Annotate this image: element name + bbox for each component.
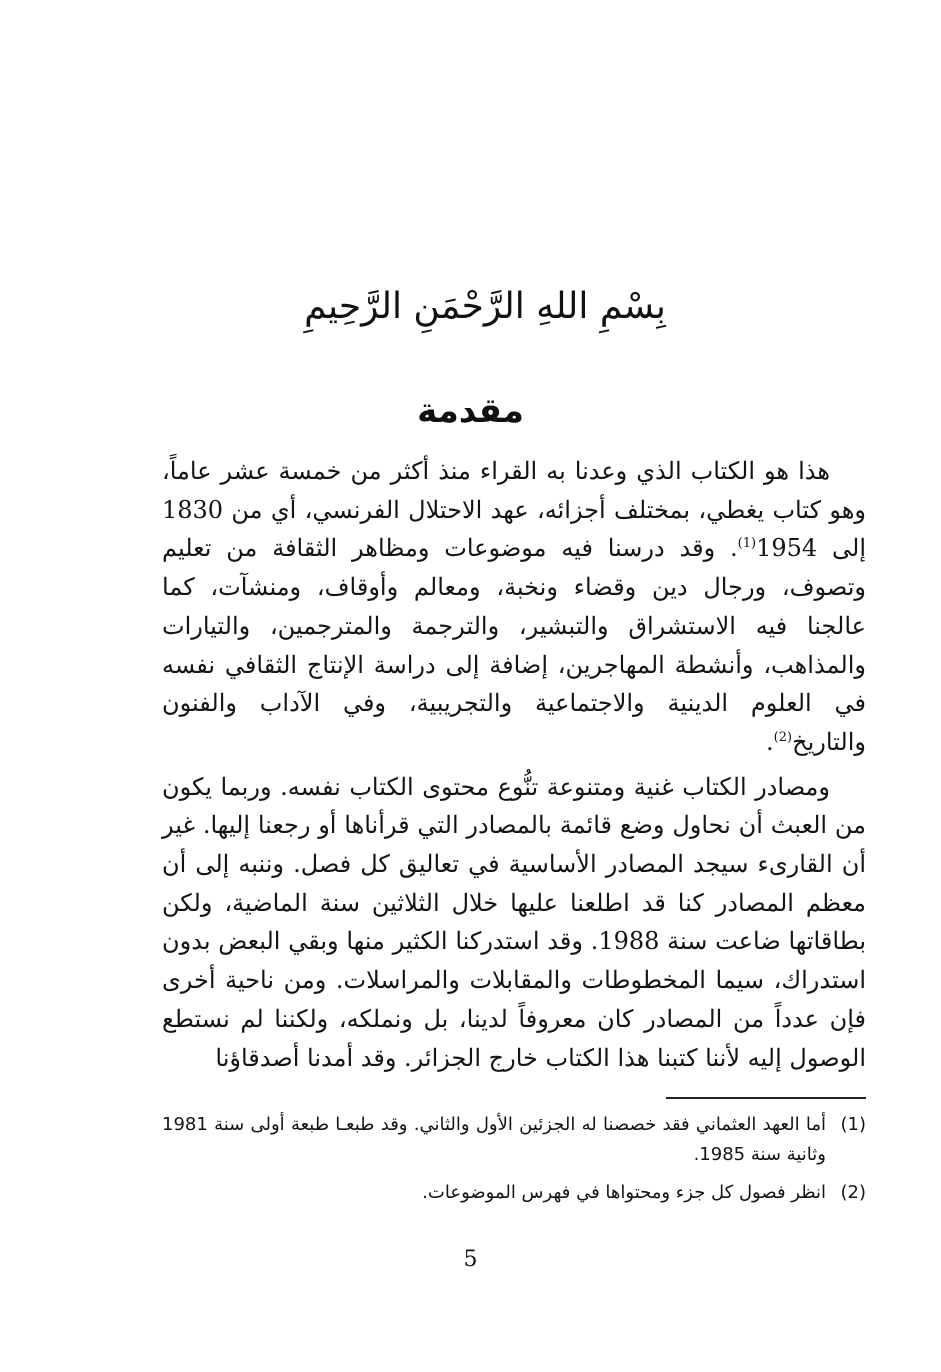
paragraph-2: ومصادر الكتاب غنية ومتنوعة تنُّوع محتوى الكتاب نفسه. وربما يكون من العبث أن نحاول وضع قائمة بالمصادر التي قرأناها أو رجعنا إليها. غير أن القارىء سيجد المصادر الأساسية في تعاليق كل فصل. وننبه إلى أن معظم المصادر كنا قد اطلعنا عليها خلال الثلاثين سنة الماضية، ولكن بطاقاتها ضاعت سنة 1988. وقد استدركنا الكثير منها وبقي البعض بدون استدراك، سيما المخطوطات والمقابلات والمراسلات. ومن ناحية أخرى فإن عدداً من المصادر كان معروفاً لدينا، بل ونملكه، ولكننا لم نستطع الوصول إليه لأننا كتبنا هذا الكتاب خارج الجزائر. وقد أمدنا أصدقاؤنا (162, 772, 867, 1072)
footnote-ref-1[interactable]: (1) (737, 536, 757, 552)
page-number: 5 (463, 1247, 478, 1272)
basmala-heading: بِسْمِ اللهِ الرَّحْمَنِ الرَّحِيمِ (304, 286, 666, 327)
footnote-number: (2) (840, 1182, 866, 1203)
footnote-1 (162, 1110, 866, 1170)
footnote-text: أما العهد العثماني فقد خصصنا له الجزئين الأول والثاني. وقد طبعـا طبعة أولى سنة 1981 وثانية سنة 1985. (162, 1114, 826, 1165)
paragraph-1-text-a: هذا هو الكتاب الذي وعدنا به القراء منذ أكثر من خمسة عشر عاماً، وهو كتاب يغطي، بمختلف أجزائه، عهد الاحتلال الفرنسي، أي من 1830 إلى 1954 (162, 457, 866, 563)
footnote-2 (162, 1178, 866, 1208)
paragraph-1 (162, 452, 866, 762)
footnotes (162, 1110, 866, 1216)
footnote-ref-2[interactable]: (2) (773, 729, 793, 745)
footnote-divider (666, 1097, 866, 1099)
footnote-number: (1) (840, 1114, 866, 1135)
paragraph-1-text-c: . (766, 727, 774, 756)
paragraph-1-text-b: . وقد درسنا فيه موضوعات ومظاهر الثقافة من تعليم وتصوف، ورجال دين وقضاء ونخبة، ومعالم وأوقاف، ومنشآت، كما عالجنا فيه الاستشراق والتبشير، والترجمة والمترجمين، والتيارات والمذاهب، وأنشطة المهاجرين، إضافة إلى دراسة الإنتاج الثقافي نفسه في العلوم الدينية والاجتماعية والتجريبية، وفي الآداب والفنون والتاريخ (162, 534, 866, 756)
chapter-title: مقدمة (417, 391, 524, 431)
main-text (162, 452, 866, 1077)
footnote-text: انظر فصول كل جزء ومحتواها في فهرس الموضوعات. (422, 1182, 826, 1203)
